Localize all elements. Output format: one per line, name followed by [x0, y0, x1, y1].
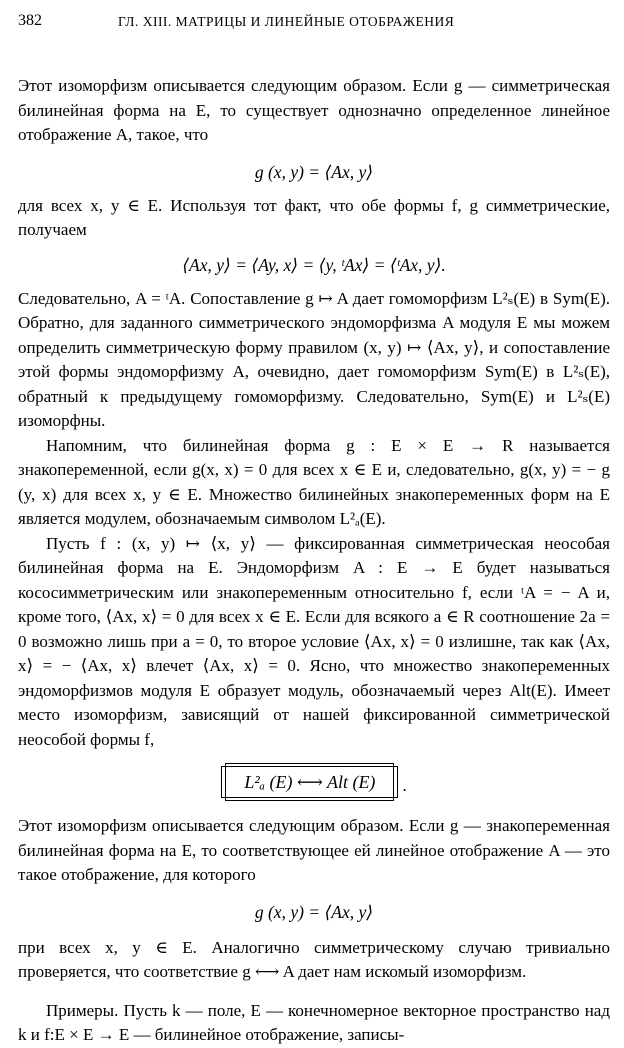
page-number: 382	[18, 12, 42, 29]
paragraph-5: Пусть f : (x, y) ↦ ⟨x, y⟩ — фиксированная симметрическая неособая билинейная форма на E. Эндоморфизм A : E → E будет называться кососимметрическим или знакопеременным относительно f, если ᵗA = − A и, кроме того, ⟨Ax, x⟩ = 0 для всех x ∈ E. Если для всякого a ∈ R соотношение 2a = 0 возможно лишь при a = 0, то второе условие ⟨Ax, x⟩ = 0 излишне, так как ⟨Ax, x⟩ = − ⟨Ax, x⟩ влечет ⟨Ax, x⟩ = 0. Ясно, что множество знакопеременных эндоморфизмов модуля E образует модуль, обозначаемый через Alt(E). Имеет место изоморфизм, зависящий от нашей фиксированной симметрической неособой формы f,	[18, 533, 610, 749]
paragraph-8: Примеры. Пусть k — поле, E — конечномерное векторное пространство над k и f:E × E → E — билинейное отображение, записы-	[18, 1000, 610, 1044]
paragraph-6: Этот изоморфизм описывается следующим образом. Если g — знакопеременная билинейная форма на E, то соответствующее ей линейное отображение A — это такое отображение, для которого	[18, 816, 610, 884]
paragraph-2: для всех x, y ∈ E. Используя тот факт, что обе формы f, g симметрические, получаем	[18, 195, 610, 239]
boxed-formula	[18, 766, 610, 798]
boxed-formula-text: L²ₐ (E) ⟷ Alt (E)	[225, 763, 394, 801]
book-page	[18, 12, 610, 1048]
paragraph-4: Напомним, что билинейная форма g : E × E → R называется знакопеременной, если g(x, x) = 0 для всех x ∈ E и, следовательно, g(x, y) = − g (y, x) для всех x, y ∈ E. Множество билинейных знакопеременных форм на E является модулем, обозначаемым символом L²ₐ(E).	[18, 435, 610, 528]
paragraph-1: Этот изоморфизм описывается следующим образом. Если g — симметрическая билинейная форма на E, то существует однозначно определенное линейное отображение A, такое, что	[18, 76, 610, 144]
paragraph-3: Следовательно, A = ᵗA. Сопоставление g ↦ A дает гомоморфизм L²ₛ(E) в Sym(E). Обратно, для заданного симметрического эндоморфизма A модуля E мы можем определить симметрическую форму правилом (x, y) ↦ ⟨Ax, y⟩, и сопоставление этой формы эндоморфизму A, очевидно, дает гомоморфизм Sym(E) в L²ₛ(E), обратный к предыдущему гомоморфизму. Следовательно, Sym(E) и L²ₛ(E) изоморфны.	[18, 288, 610, 430]
formula-1: g (x, y) = ⟨Ax, y⟩	[254, 161, 374, 182]
boxed-formula-period: .	[402, 776, 407, 795]
running-head: ГЛ. XIII. МАТРИЦЫ И ЛИНЕЙНЫЕ ОТОБРАЖЕНИЯ	[118, 14, 455, 29]
page-header	[18, 12, 610, 30]
formula-2: ⟨Ax, y⟩ = ⟨Ay, x⟩ = ⟨y, ᵗAx⟩ = ⟨ᵗAx, y⟩.	[182, 254, 446, 275]
formula-3: g (x, y) = ⟨Ax, y⟩	[254, 901, 374, 922]
paragraph-7: при всех x, y ∈ E. Аналогично симметрическому случаю тривиально проверяется, что соответствие g ⟷ A дает нам искомый изоморфизм.	[18, 937, 610, 981]
boxed-formula-frame	[221, 766, 398, 798]
